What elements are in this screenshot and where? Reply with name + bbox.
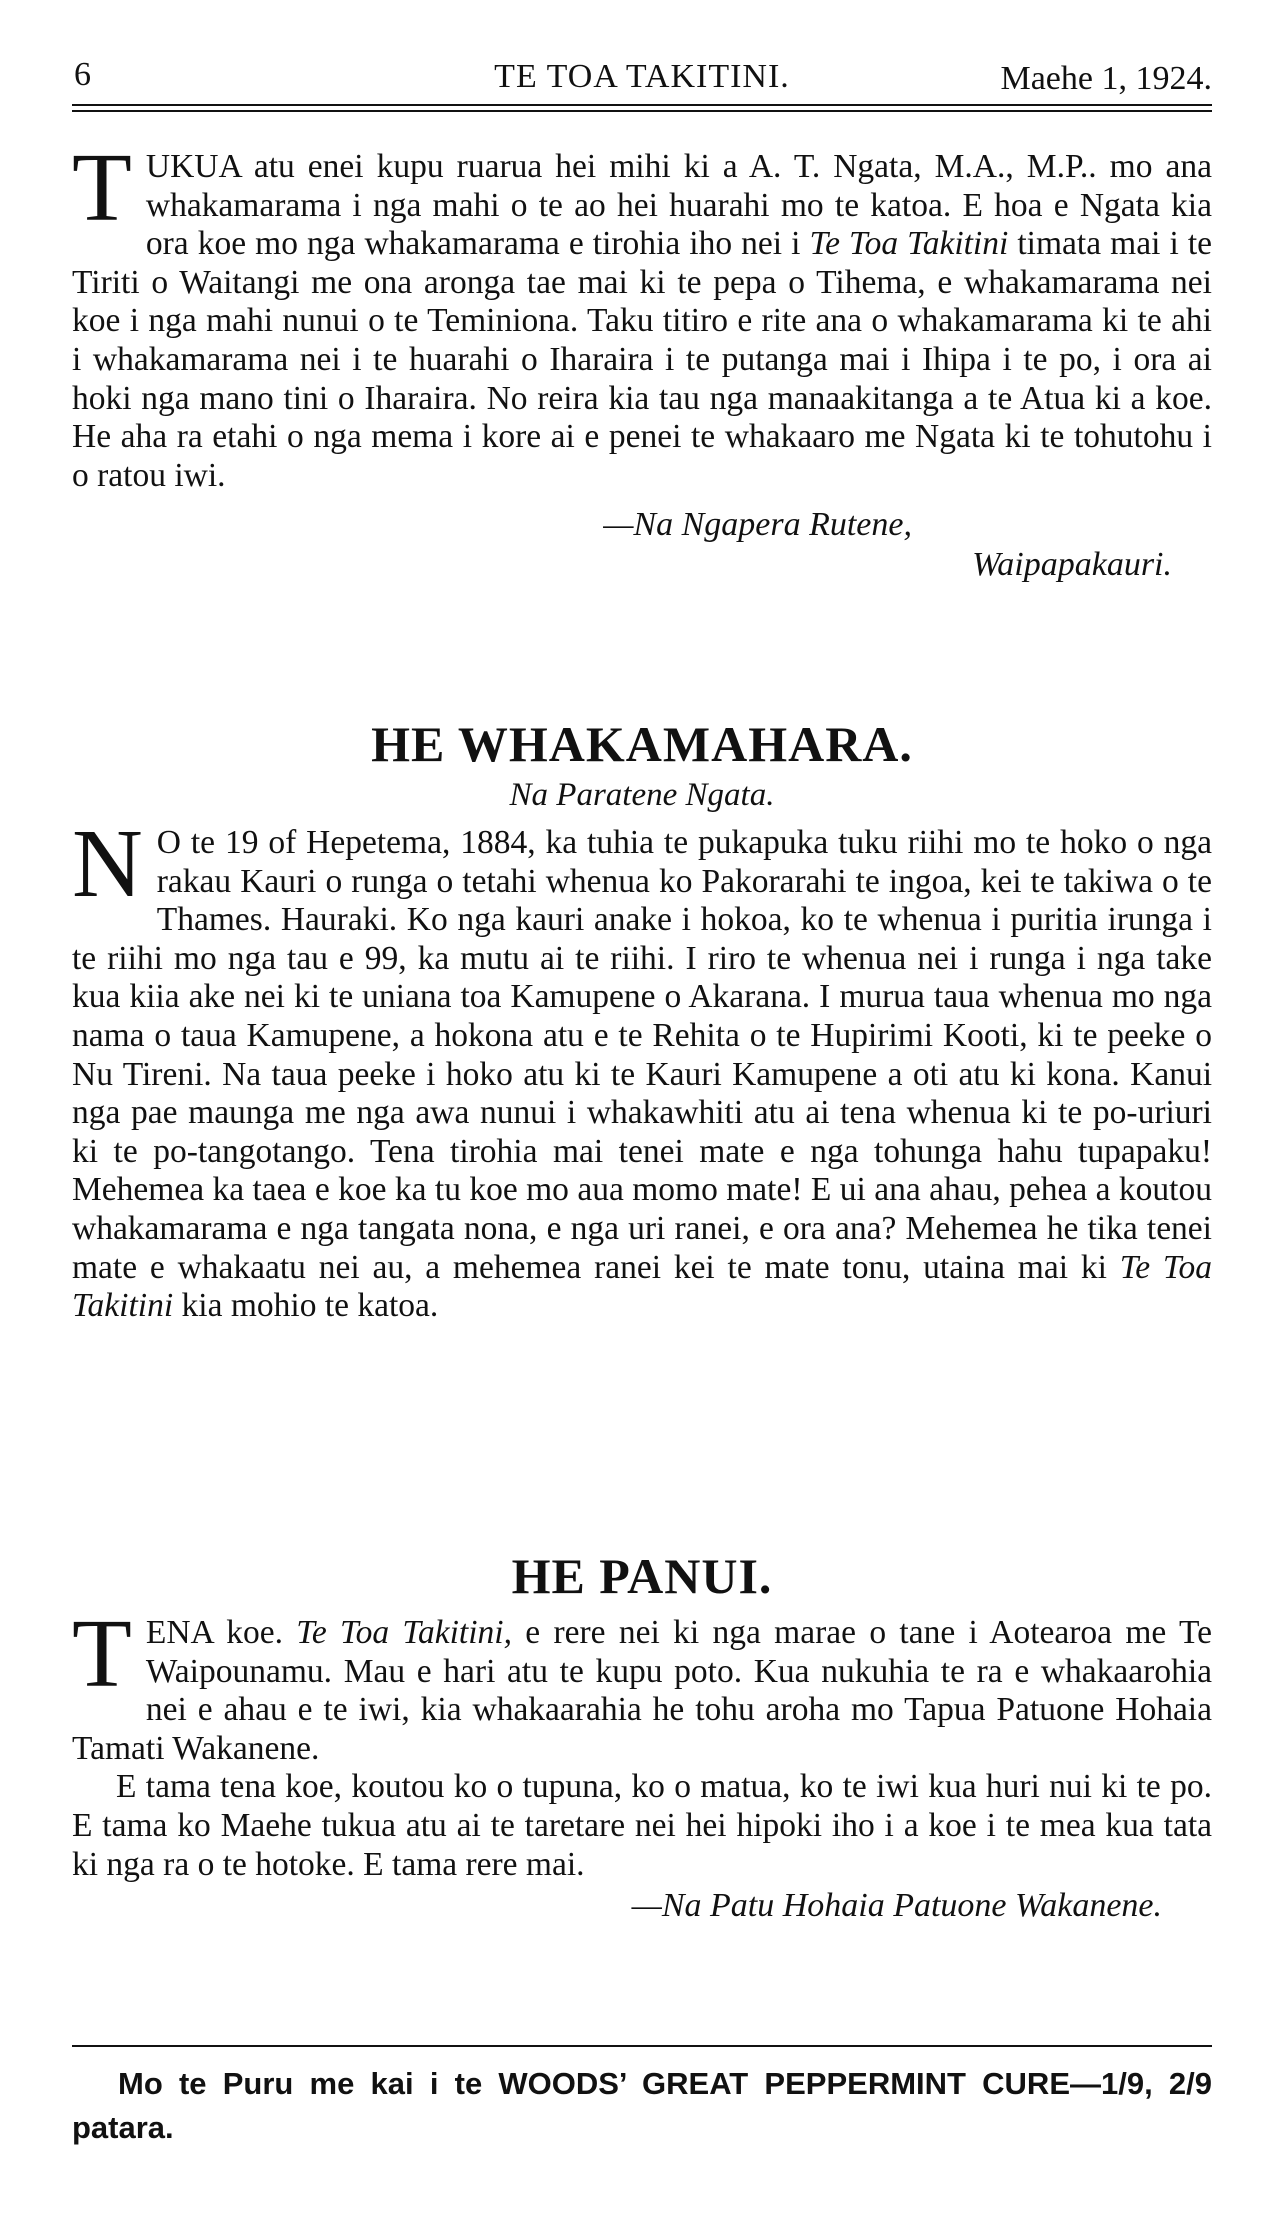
signature-name: —Na Ngapera Rutene, <box>603 506 912 544</box>
page-header <box>72 48 1212 108</box>
publication-name-italic: Te Toa Takitini <box>809 225 1009 263</box>
panui-text-part: ENA koe. <box>145 1614 297 1651</box>
panui-paragraph <box>72 1600 1213 1768</box>
letter-text-part: UKUA atu enei kupu ruarua hei mihi ki a A. T. Ngata, M.A., M.P.. mo ana whakamarama i nga mahi o te ao hei huarahi mo te katoa. E hoa e Ngata kia ora koe mo nga whakamarama e tirohia iho nei i <box>145 148 1212 263</box>
drop-cap: T <box>72 1600 132 1708</box>
drop-cap: N <box>72 810 143 918</box>
header-rule-secondary <box>72 110 1212 112</box>
whakamahara-text-part: O te 19 of Hepetema, 1884, ka tuhia te pukapuka tuku riihi mo te hoko o nga rakau Kauri o runga o tetahi whenua ko Pakorarahi te ingoa, kei te takiwa o te Thames. Hauraki. Ko nga kauri anake i hokoa, ko te whenua i puritia irunga i te riihi mo nga tau e 99, ka mutu ai te riihi. I riro te whenua nei i runga i nga take kua kiia ake nei ki te uniana toa Kamupene o Akarana. I murua taua whenua mo nga nama o taua Kamupene, a hokona atu e te Rehita o te Hupirimi Kooti, ki te peeke o Nu Tireni. Na taua peeke i hoko atu ki te Kauri Kamupene a oti atu ki kona. Kanui nga pae maunga me nga awa nunui i whakawhiti atu ai tena whenua ki te po-uriuri ki te po-tangotango. Tena tirohia mai tenei mate e nga tohunga hahu tupapaku! Mehemea ka taea e koe ka tu koe mo aua momo mate! E ui ana ahau, pehea a koutou whakamarama e nga tangata nona, e nga uri ranei, e ora ana? Mehemea he tika tenei mate e whakaatu nei au, a mehemea ranei kei te mate tonu, utaina mai ki <box>72 824 1212 1286</box>
section-heading: HE PANUI. <box>511 1548 773 1604</box>
issue-date: Maehe 1, 1924. <box>1000 60 1212 97</box>
whakamahara-section <box>72 716 1212 1326</box>
letter-text-part: timata mai i te Tiriti o Waitangi me ona aronga tae mai ki te pepa o Tihema, e whakamarama nei koe i nga mahi nunui o te Teminiona. Taku titiro e rite ana o whakamarama ki te ahi i whakamarama nei i te huarahi o Iharaira i te putanga mai i Ihipa i te po, i ora ai hoki nga mano tini o Iharaira. No reira kia tau nga manaakitanga a te Atua ki a koe. He aha ra etahi o nga mema i kore ai e penei te whakaaro me Ngata ki te tohutohu i o ratou iwi. <box>72 225 1213 494</box>
publication-name-italic: Te Toa Takitini, <box>296 1614 512 1651</box>
publication-title: TE TOA TAKITINI. <box>494 58 790 95</box>
page-number: 6 <box>74 56 91 93</box>
advertisement: Mo te Puru me kai i te WOODS’ GREAT PEPPERMINT CURE—1/9, 2/9 patara. <box>72 2066 1212 2145</box>
whakamahara-paragraph <box>72 810 1212 1326</box>
panui-section <box>72 1548 1212 1926</box>
publication-name-italic: Te Toa Takitini <box>72 1248 1212 1325</box>
whakamahara-text-part: kia mohio te katoa. <box>173 1287 439 1325</box>
panui-paragraph-2: E tama tena koe, koutou ko o tupuna, ko o matua, ko te iwi kua huri nui ki te po. E tama ko Maehe tukua atu ai te taretare nei hei hipoki iho i a koe i te mea kua tata ki nga ra o te hotoke. E tama rere mai. <box>72 1768 1212 1883</box>
panui-text-part: e rere nei ki nga marae o tane i Aotearoa me Te Waipounamu. Mau e hari atu te kupu poto. Kua nukuhia te ra e whakaarohia nei e ahau e te iwi, kia whakaarahia he tohu aroha mo Tapua Patuone Hohaia Tamati Wakanene. <box>72 1614 1213 1767</box>
section-heading: HE WHAKAMAHARA. <box>371 716 913 772</box>
section-byline: Na Paratene Ngata. <box>509 777 775 813</box>
letter-paragraph <box>72 134 1213 495</box>
signature-place: Waipapakauri. <box>972 546 1172 584</box>
panui-signature: —Na Patu Hohaia Patuone Wakanene. <box>631 1887 1162 1925</box>
drop-cap: T <box>72 134 132 242</box>
footer-rule <box>72 2045 1212 2047</box>
letter-section <box>72 134 1213 585</box>
header-rule <box>72 104 1212 106</box>
